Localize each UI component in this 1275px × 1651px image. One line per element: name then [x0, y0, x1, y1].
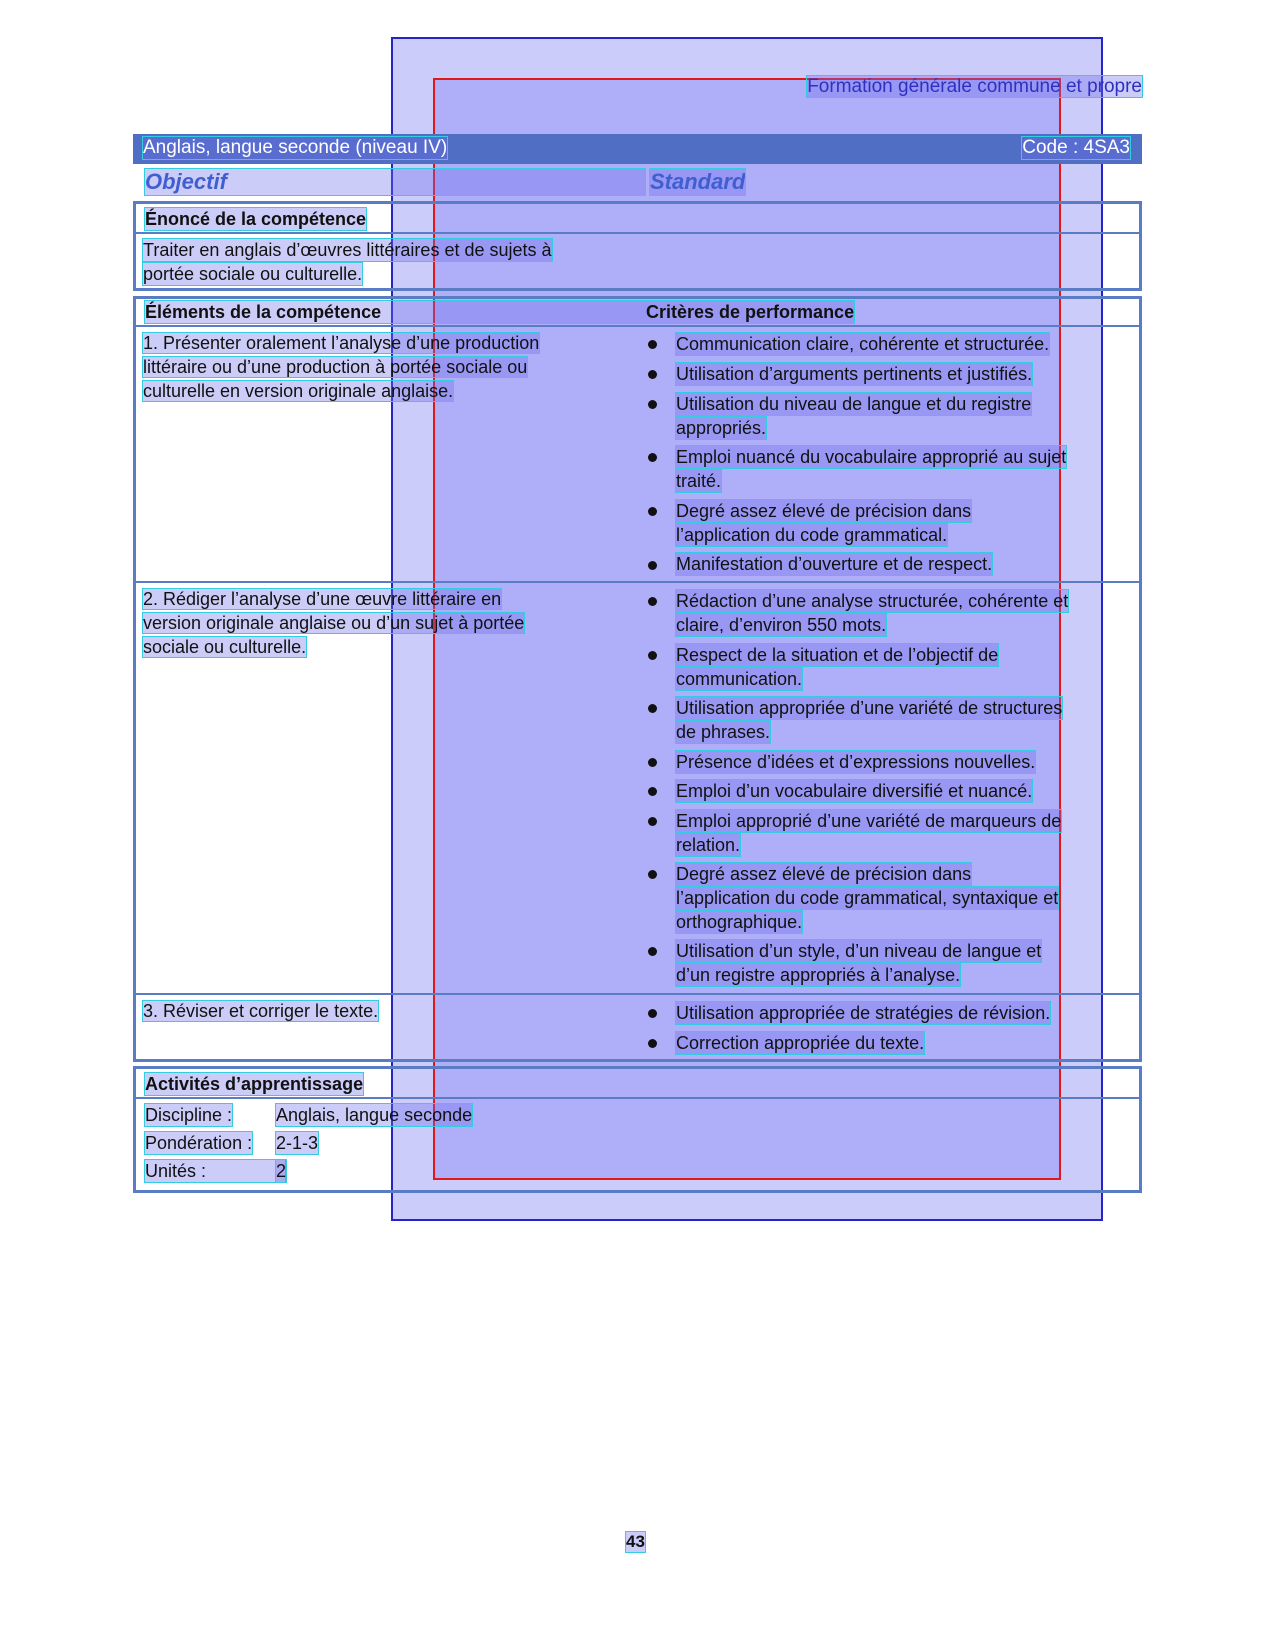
- standard-label: Standard: [650, 169, 746, 194]
- bullet-icon: [648, 787, 657, 796]
- criterion: Communication claire, cohérente et structurée.: [676, 334, 1050, 354]
- criterion: Correction appropriée du texte.: [676, 1033, 925, 1053]
- criterion: l’application du code grammatical.: [676, 525, 948, 545]
- ponderation-value: 2-1-3: [276, 1133, 319, 1153]
- criterion: Utilisation d’un style, d’un niveau de langue et: [676, 941, 1042, 961]
- bullet-icon: [648, 758, 657, 767]
- criterion: traité.: [676, 471, 722, 491]
- criterion: l’application du code grammatical, syntaxique et: [676, 888, 1059, 908]
- criterion: relation.: [676, 835, 741, 855]
- enonce-line-1: Traiter en anglais d’œuvres littéraires et de sujets à: [143, 240, 552, 260]
- criterion: Respect de la situation et de l’objectif de: [676, 645, 999, 665]
- bullet-icon: [648, 561, 657, 570]
- criterion: d’un registre appropriés à l’analyse.: [676, 965, 961, 985]
- bullet-icon: [648, 704, 657, 713]
- criterion: Utilisation du niveau de langue et du registre: [676, 394, 1032, 414]
- course-name: Anglais, langue seconde (niveau IV): [143, 137, 448, 158]
- elements-header-divider: [133, 325, 1142, 327]
- criterion: de phrases.: [676, 722, 771, 742]
- criterion: Utilisation appropriée d’une variété de structures: [676, 698, 1063, 718]
- unites-value: 2: [276, 1161, 287, 1181]
- criterion: Rédaction d’une analyse structurée, cohérente et: [676, 591, 1069, 611]
- elements-row-divider-2: [133, 993, 1142, 995]
- element-3-line-1: 3. Réviser et corriger le texte.: [143, 1001, 379, 1021]
- element-2-line-3: sociale ou culturelle.: [143, 637, 307, 657]
- activites-divider: [133, 1097, 1142, 1099]
- elements-title: Éléments de la compétence: [145, 301, 645, 323]
- criterion: appropriés.: [676, 418, 767, 438]
- criterion: Emploi nuancé du vocabulaire approprié au sujet: [676, 447, 1067, 467]
- criterion: communication.: [676, 669, 803, 689]
- bullet-icon: [648, 870, 657, 879]
- element-1-line-2: littéraire ou d’une production à portée sociale ou: [143, 357, 528, 377]
- bullet-icon: [648, 1009, 657, 1018]
- page-number: 43: [626, 1532, 645, 1551]
- course-bar: [133, 134, 1142, 164]
- ponderation-label: Pondération :: [145, 1133, 253, 1153]
- course-code: Code : 4SA3: [1022, 137, 1130, 158]
- enonce-title: Énoncé de la compétence: [145, 209, 367, 229]
- objectif-label: Objectif: [145, 169, 645, 195]
- bullet-icon: [648, 597, 657, 606]
- bullet-icon: [648, 370, 657, 379]
- criterion: Utilisation d’arguments pertinents et justifiés.: [676, 364, 1033, 384]
- criterion: Emploi approprié d’une variété de marqueurs de: [676, 811, 1062, 831]
- criterion: Emploi d’un vocabulaire diversifié et nuancé.: [676, 781, 1033, 801]
- bullet-icon: [648, 1039, 657, 1048]
- element-2-line-1: 2. Rédiger l’analyse d’une œuvre littéraire en: [143, 589, 502, 609]
- element-1-line-3: culturelle en version originale anglaise.: [143, 381, 454, 401]
- bullet-icon: [648, 400, 657, 409]
- criterion: Manifestation d’ouverture et de respect.: [676, 554, 993, 574]
- unites-label: Unités :: [145, 1160, 285, 1182]
- criteria-title: Critères de performance: [646, 302, 855, 322]
- element-1-line-1: 1. Présenter oralement l’analyse d’une production: [143, 333, 540, 353]
- criterion: claire, d’environ 550 mots.: [676, 615, 887, 635]
- criterion: Présence d’idées et d’expressions nouvelles.: [676, 752, 1036, 772]
- discipline-value: Anglais, langue seconde: [276, 1105, 473, 1125]
- criterion: Degré assez élevé de précision dans: [676, 864, 972, 884]
- bullet-icon: [648, 817, 657, 826]
- program-header: Formation générale commune et propre: [807, 76, 1142, 97]
- enonce-divider: [133, 232, 1142, 234]
- elements-row-divider-1: [133, 581, 1142, 583]
- bullet-icon: [648, 453, 657, 462]
- bullet-icon: [648, 507, 657, 516]
- element-2-line-2: version originale anglaise ou d’un sujet à portée: [143, 613, 525, 633]
- bullet-icon: [648, 651, 657, 660]
- activites-title: Activités d’apprentissage: [145, 1074, 364, 1094]
- bullet-icon: [648, 947, 657, 956]
- criterion: Utilisation appropriée de stratégies de révision.: [676, 1003, 1051, 1023]
- criterion: Degré assez élevé de précision dans: [676, 501, 972, 521]
- criterion: orthographique.: [676, 912, 803, 932]
- bullet-icon: [648, 340, 657, 349]
- discipline-label: Discipline :: [145, 1105, 233, 1125]
- enonce-line-2: portée sociale ou culturelle.: [143, 264, 363, 284]
